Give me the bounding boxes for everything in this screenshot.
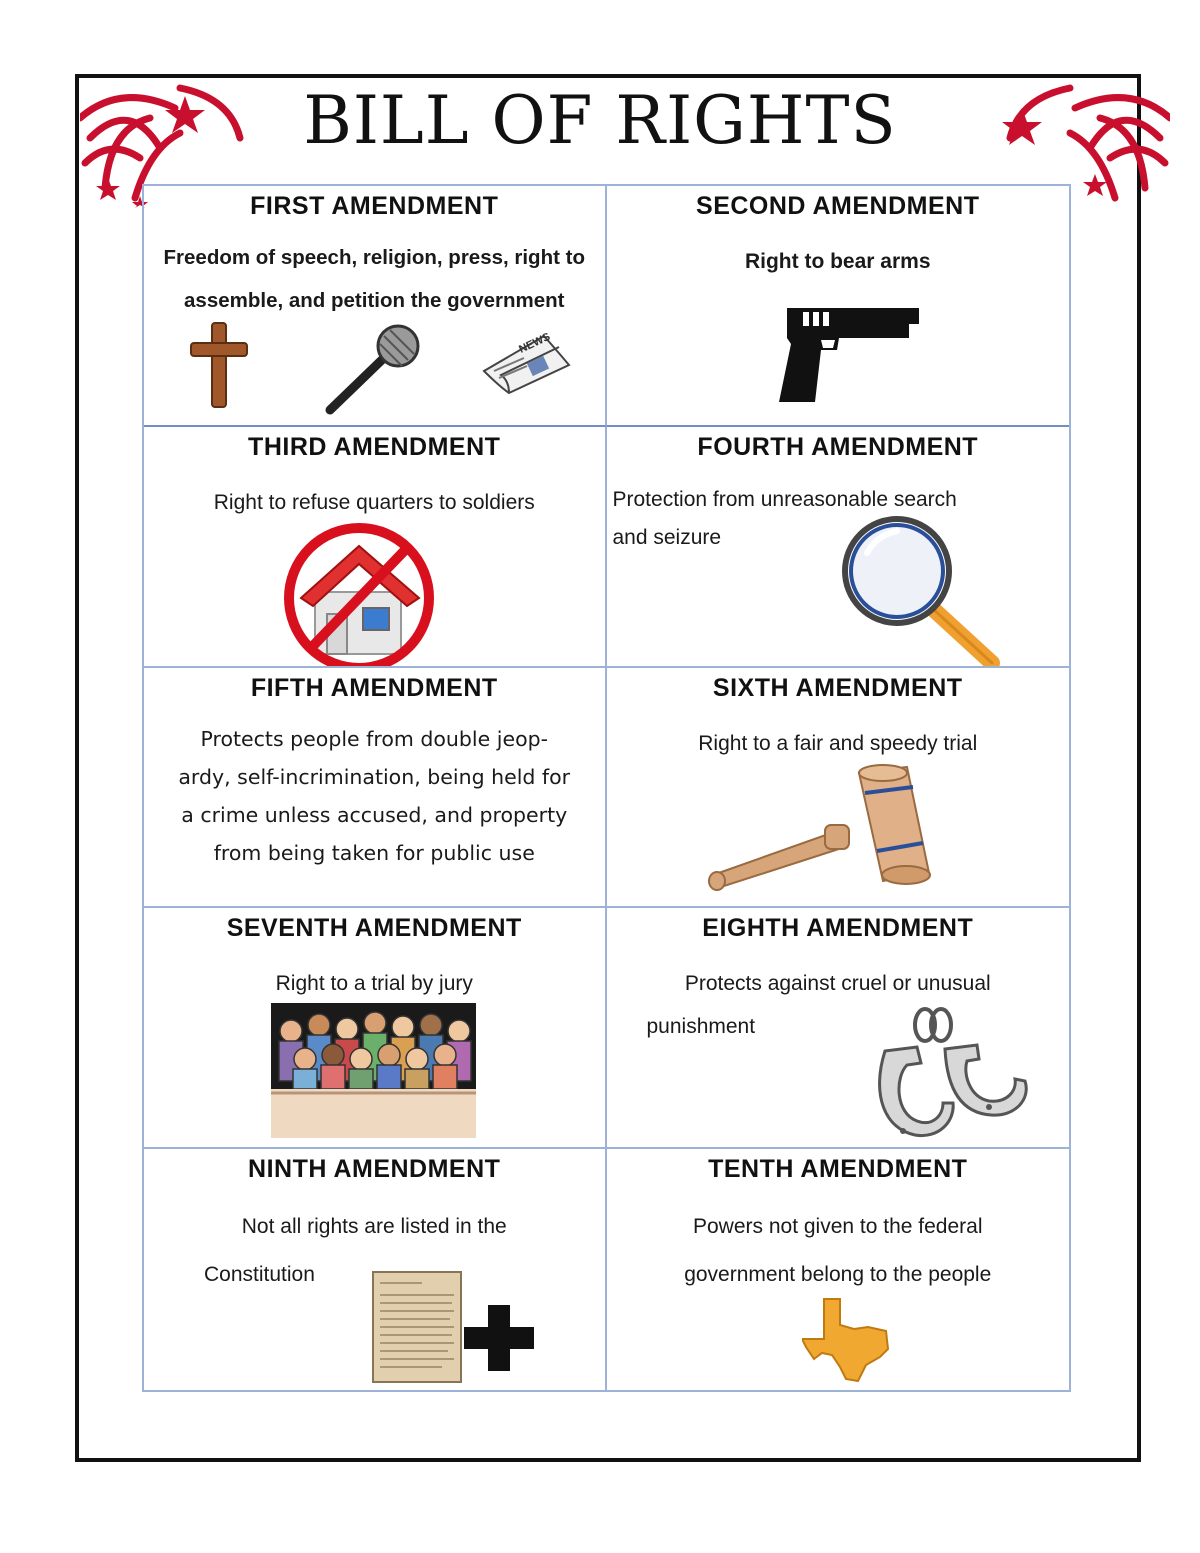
amendment-description: Powers not given to the federal government belong to the people xyxy=(684,1215,992,1287)
amendment-description: Protects people from double jeop- ardy, self-incrimination, being held for a crime unless accused, and property from being taken for public use xyxy=(178,726,571,865)
amendment-heading: FOURTH AMENDMENT xyxy=(697,432,979,461)
amendment-cell-fourth xyxy=(607,427,1070,668)
amendment-heading: SECOND AMENDMENT xyxy=(696,192,980,220)
amendment-heading: FIFTH AMENDMENT xyxy=(250,673,498,702)
texas-state-icon xyxy=(802,1297,892,1383)
amendment-description: Protects against cruel or unusual punishment xyxy=(646,972,991,1039)
amendments-grid xyxy=(142,184,1071,1392)
amendment-cell-fifth xyxy=(144,668,607,909)
amendment-heading: SEVENTH AMENDMENT xyxy=(226,914,522,943)
amendment-description: Right to refuse quarters to soldiers xyxy=(213,490,535,514)
amendment-cell-tenth xyxy=(607,1149,1070,1390)
amendment-cell-seventh xyxy=(144,908,607,1149)
amendment-cell-third xyxy=(144,427,607,668)
constitution-document-icon xyxy=(372,1271,462,1383)
amendment-heading: TENTH AMENDMENT xyxy=(708,1155,968,1184)
plus-icon xyxy=(464,1305,534,1371)
amendment-description: Freedom of speech, religion, press, right to assemble, and petition the government xyxy=(163,246,585,312)
amendment-heading: FIRST AMENDMENT xyxy=(250,192,499,220)
amendment-cell-first xyxy=(144,186,607,427)
amendment-description: Not all rights are listed in the Constitution xyxy=(204,1215,507,1287)
amendment-description: Right to a fair and speedy trial xyxy=(698,731,978,755)
amendment-heading: THIRD AMENDMENT xyxy=(248,432,501,461)
magnifying-glass-icon xyxy=(837,513,1002,668)
newspaper-icon xyxy=(479,331,574,399)
amendment-description: Right to bear arms xyxy=(744,250,931,273)
amendment-description: Protection from unreasonable search and seizure xyxy=(612,487,957,549)
microphone-icon xyxy=(322,324,422,416)
handcuffs-icon xyxy=(855,1003,1035,1143)
amendment-heading: SIXTH AMENDMENT xyxy=(712,673,963,702)
amendment-cell-eighth xyxy=(607,908,1070,1149)
amendment-heading: NINTH AMENDMENT xyxy=(248,1155,501,1184)
amendment-cell-ninth xyxy=(144,1149,607,1390)
jury-icon xyxy=(271,1003,476,1138)
amendment-cell-sixth xyxy=(607,668,1070,909)
no-house-icon xyxy=(279,522,439,668)
newspaper-label: NEWS xyxy=(517,331,553,356)
page-title: BILL OF RIGHTS xyxy=(303,82,897,159)
amendment-description: Right to a trial by jury xyxy=(275,972,473,996)
gavel-icon xyxy=(707,763,937,893)
handgun-icon xyxy=(777,304,927,406)
amendment-heading: EIGHTH AMENDMENT xyxy=(702,914,974,943)
cross-icon xyxy=(189,321,249,409)
amendment-cell-second xyxy=(607,186,1070,427)
